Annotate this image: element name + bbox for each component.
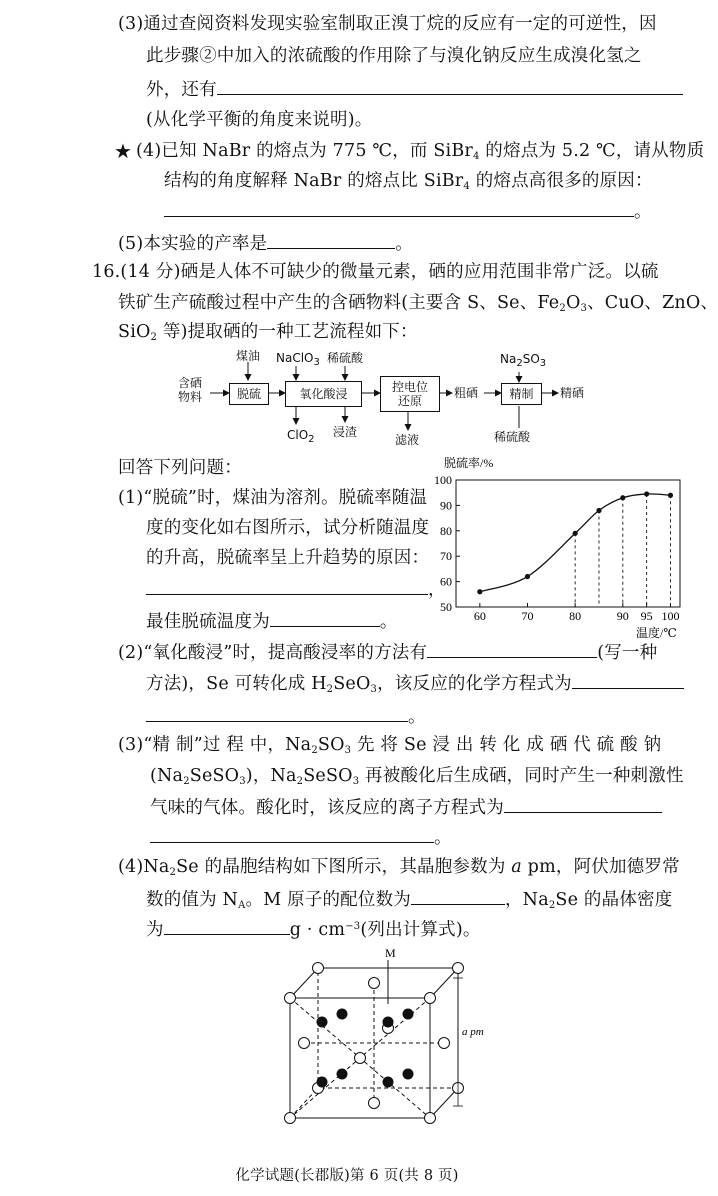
q3-line3: 外，还有 — [146, 78, 683, 100]
y-tick-label: 90 — [440, 498, 452, 513]
cell-edge-side-hidden — [290, 1088, 318, 1118]
na2se-unit-cell-diagram — [250, 938, 510, 1138]
x-tick-label: 60 — [473, 609, 486, 623]
p3-line1: (3)“精 制”过 程 中，$Na_2SO_3$ 先 将 Se 浸 出 转 化 成 硒 代 硫 酸 钠 — [118, 735, 662, 756]
flow-filtrate: 滤液 — [395, 433, 420, 447]
data-point — [644, 491, 649, 496]
y-tick-label: 60 — [440, 574, 452, 589]
cell-edge-side — [290, 968, 318, 998]
data-point — [525, 574, 530, 579]
q16-line2: 铁矿生产硫酸过程中产生的含硒物料(主要含 S、Se、$Fe_2O_3$、CuO、ZnO、 — [118, 293, 718, 314]
se-atom-corner — [285, 1113, 296, 1124]
a-pm-label: a pm — [462, 1026, 484, 1038]
y-tick-label: 70 — [440, 549, 452, 564]
flow-pure-se: 精硒 — [560, 386, 585, 400]
flow-dilute-acid-1: 稀硫酸 — [327, 351, 364, 365]
p2-equation-blank-a[interactable] — [572, 672, 684, 689]
p3-line2: $(Na_2SeSO_3)$，$Na_2SeSO_3$ 再被酸化后生成硒，同时产生一种刺激性 — [150, 766, 684, 787]
p1-line4: ， — [146, 578, 446, 600]
data-point — [573, 531, 578, 536]
na-atom-interior — [317, 1017, 328, 1028]
x-tick-label: 80 — [569, 609, 582, 623]
m-atom-label: M — [385, 946, 396, 960]
p4-coord-blank[interactable] — [411, 888, 505, 905]
flow-step-desulfurize: 脱硫 — [229, 383, 269, 405]
flow-residue: 浸渣 — [333, 425, 358, 439]
q4-line2: 结构的角度解释 NaBr 的熔点比 SiBr$_4$ 的熔点高很多的原因： — [164, 171, 653, 192]
se-atom-face — [355, 1053, 366, 1064]
chart-xlabel: 温度/℃ — [636, 626, 677, 640]
p1-line5: 最佳脱硫温度为 。 — [146, 612, 398, 632]
na-atom-interior — [403, 1009, 414, 1020]
y-tick-label: 80 — [440, 523, 452, 538]
p3-line3: 气味的气体。酸化时，该反应的离子方程式为 — [150, 796, 662, 818]
p4-line3: 为 $g \cdot cm^{-3}$(列出计算式)。 — [146, 920, 481, 940]
p2-line2: 方法)，Se 可转化成 $H_2SeO_3$，该反应的化学方程式为 — [146, 672, 684, 694]
flow-dilute-acid-2: 稀硫酸 — [494, 430, 531, 444]
se-atom-corner — [453, 963, 464, 974]
se-atom-corner — [425, 993, 436, 1004]
flow-step-oxidize: 氧化酸浸 — [285, 381, 362, 407]
flow-clo2: ClO$_2$ — [287, 428, 315, 445]
p1-reason-blank[interactable] — [146, 578, 428, 595]
q16-line3: SiO$_2$ 等)提取硒的一种工艺流程如下： — [118, 322, 418, 343]
p2-method-blank[interactable] — [427, 641, 597, 658]
p3-equation-blank-a[interactable] — [504, 796, 662, 813]
na-atom-interior — [337, 1069, 348, 1080]
flow-step-control-reduce: 控电位 还原 — [380, 376, 440, 412]
na-atom-interior — [317, 1077, 328, 1088]
flow-na2so3: $Na_2SO_3$ — [500, 352, 547, 369]
p1-line3: 的升高，脱硫率呈上升趋势的原因： — [146, 548, 430, 568]
se-atom-corner — [425, 1113, 436, 1124]
q16-line1: 16.(14 分)硒是人体不可缺少的微量元素，硒的应用范围非常广泛。以硫 — [92, 262, 659, 282]
q4-line1: (4)已知 NaBr 的熔点为 775 ℃，而 SiBr$_4$ 的熔点为 5.2 ℃，请从物质 — [136, 141, 705, 162]
se-atom-face — [369, 1098, 380, 1109]
p4-line1: $(4)Na_2Se$ 的晶胞结构如下图所示，其晶胞参数为 a pm，阿伏加德罗常 — [118, 857, 680, 878]
q4-line3: 。 — [164, 200, 652, 222]
flow-feed: 含硒 物料 — [178, 376, 203, 404]
p1-line1: (1)“脱硫”时，煤油为溶剂。脱硫率随温 — [118, 488, 428, 508]
x-tick-label: 70 — [521, 609, 534, 623]
p1-temp-blank[interactable] — [270, 610, 380, 627]
p1-line2: 度的变化如右图所示，试分析随温度 — [146, 518, 430, 538]
q3-line4: (从化学平衡的角度来说明)。 — [146, 110, 373, 130]
x-tick-label: 95 — [640, 609, 653, 623]
se-atom-face — [369, 978, 380, 989]
flow-kerosene: 煤油 — [236, 349, 261, 363]
se-atom-corner — [285, 993, 296, 1004]
data-point — [668, 493, 673, 498]
q5-line: (5)本实验的产率是 。 — [118, 234, 413, 254]
se-atom-face — [299, 1038, 310, 1049]
y-tick-label: 50 — [440, 600, 452, 614]
chart-ylabel: 脱硫率/% — [444, 456, 494, 470]
se-atom-corner — [313, 963, 324, 974]
x-tick-label: 90 — [616, 609, 629, 623]
data-point — [620, 495, 625, 500]
q3-line2: 此步骤②中加入的浓硫酸的作用除了与溴化钠反应生成溴化氢之 — [146, 46, 642, 66]
p2-equation-blank-b[interactable] — [146, 705, 408, 722]
answer-intro: 回答下列问题： — [118, 458, 242, 478]
p2-line1: (2)“氧化酸浸”时，提高酸浸率的方法有 (写一种 — [118, 643, 658, 663]
cell-edge-side — [430, 1088, 458, 1118]
q3-line1: (3)通过查阅资料发现实验室制取正溴丁烷的反应有一定的可逆性，因 — [118, 14, 657, 34]
cell-edge-side — [430, 968, 458, 998]
flow-crude-se: 粗硒 — [454, 386, 479, 400]
data-point — [596, 508, 601, 513]
flow-step-refine: 精制 — [501, 383, 542, 405]
page-footer: 化学试题(长郡版)第 6 页(共 8 页) — [235, 1168, 459, 1184]
flow-naclo3: NaClO$_3$ — [276, 351, 320, 368]
na-atom-interior — [403, 1069, 414, 1080]
na-atom-interior — [383, 1017, 394, 1028]
star-marker: ★ — [114, 139, 133, 163]
desulfurization-chart — [430, 452, 694, 642]
data-point — [477, 589, 482, 594]
p4-density-blank[interactable] — [164, 918, 290, 935]
y-tick-label: 100 — [434, 473, 452, 487]
p2-line3: 。 — [146, 705, 426, 727]
p3-equation-blank-b[interactable] — [150, 826, 434, 843]
na-atom-interior — [383, 1077, 394, 1088]
p3-line4: 。 — [150, 826, 452, 848]
x-tick-label: 100 — [661, 609, 680, 623]
se-atom-face — [439, 1038, 450, 1049]
p4-line2: 数的值为 $N_A$。M 原子的配位数为 ，$Na_2Se$ 的晶体密度 — [146, 890, 673, 911]
na-atom-interior — [337, 1009, 348, 1020]
